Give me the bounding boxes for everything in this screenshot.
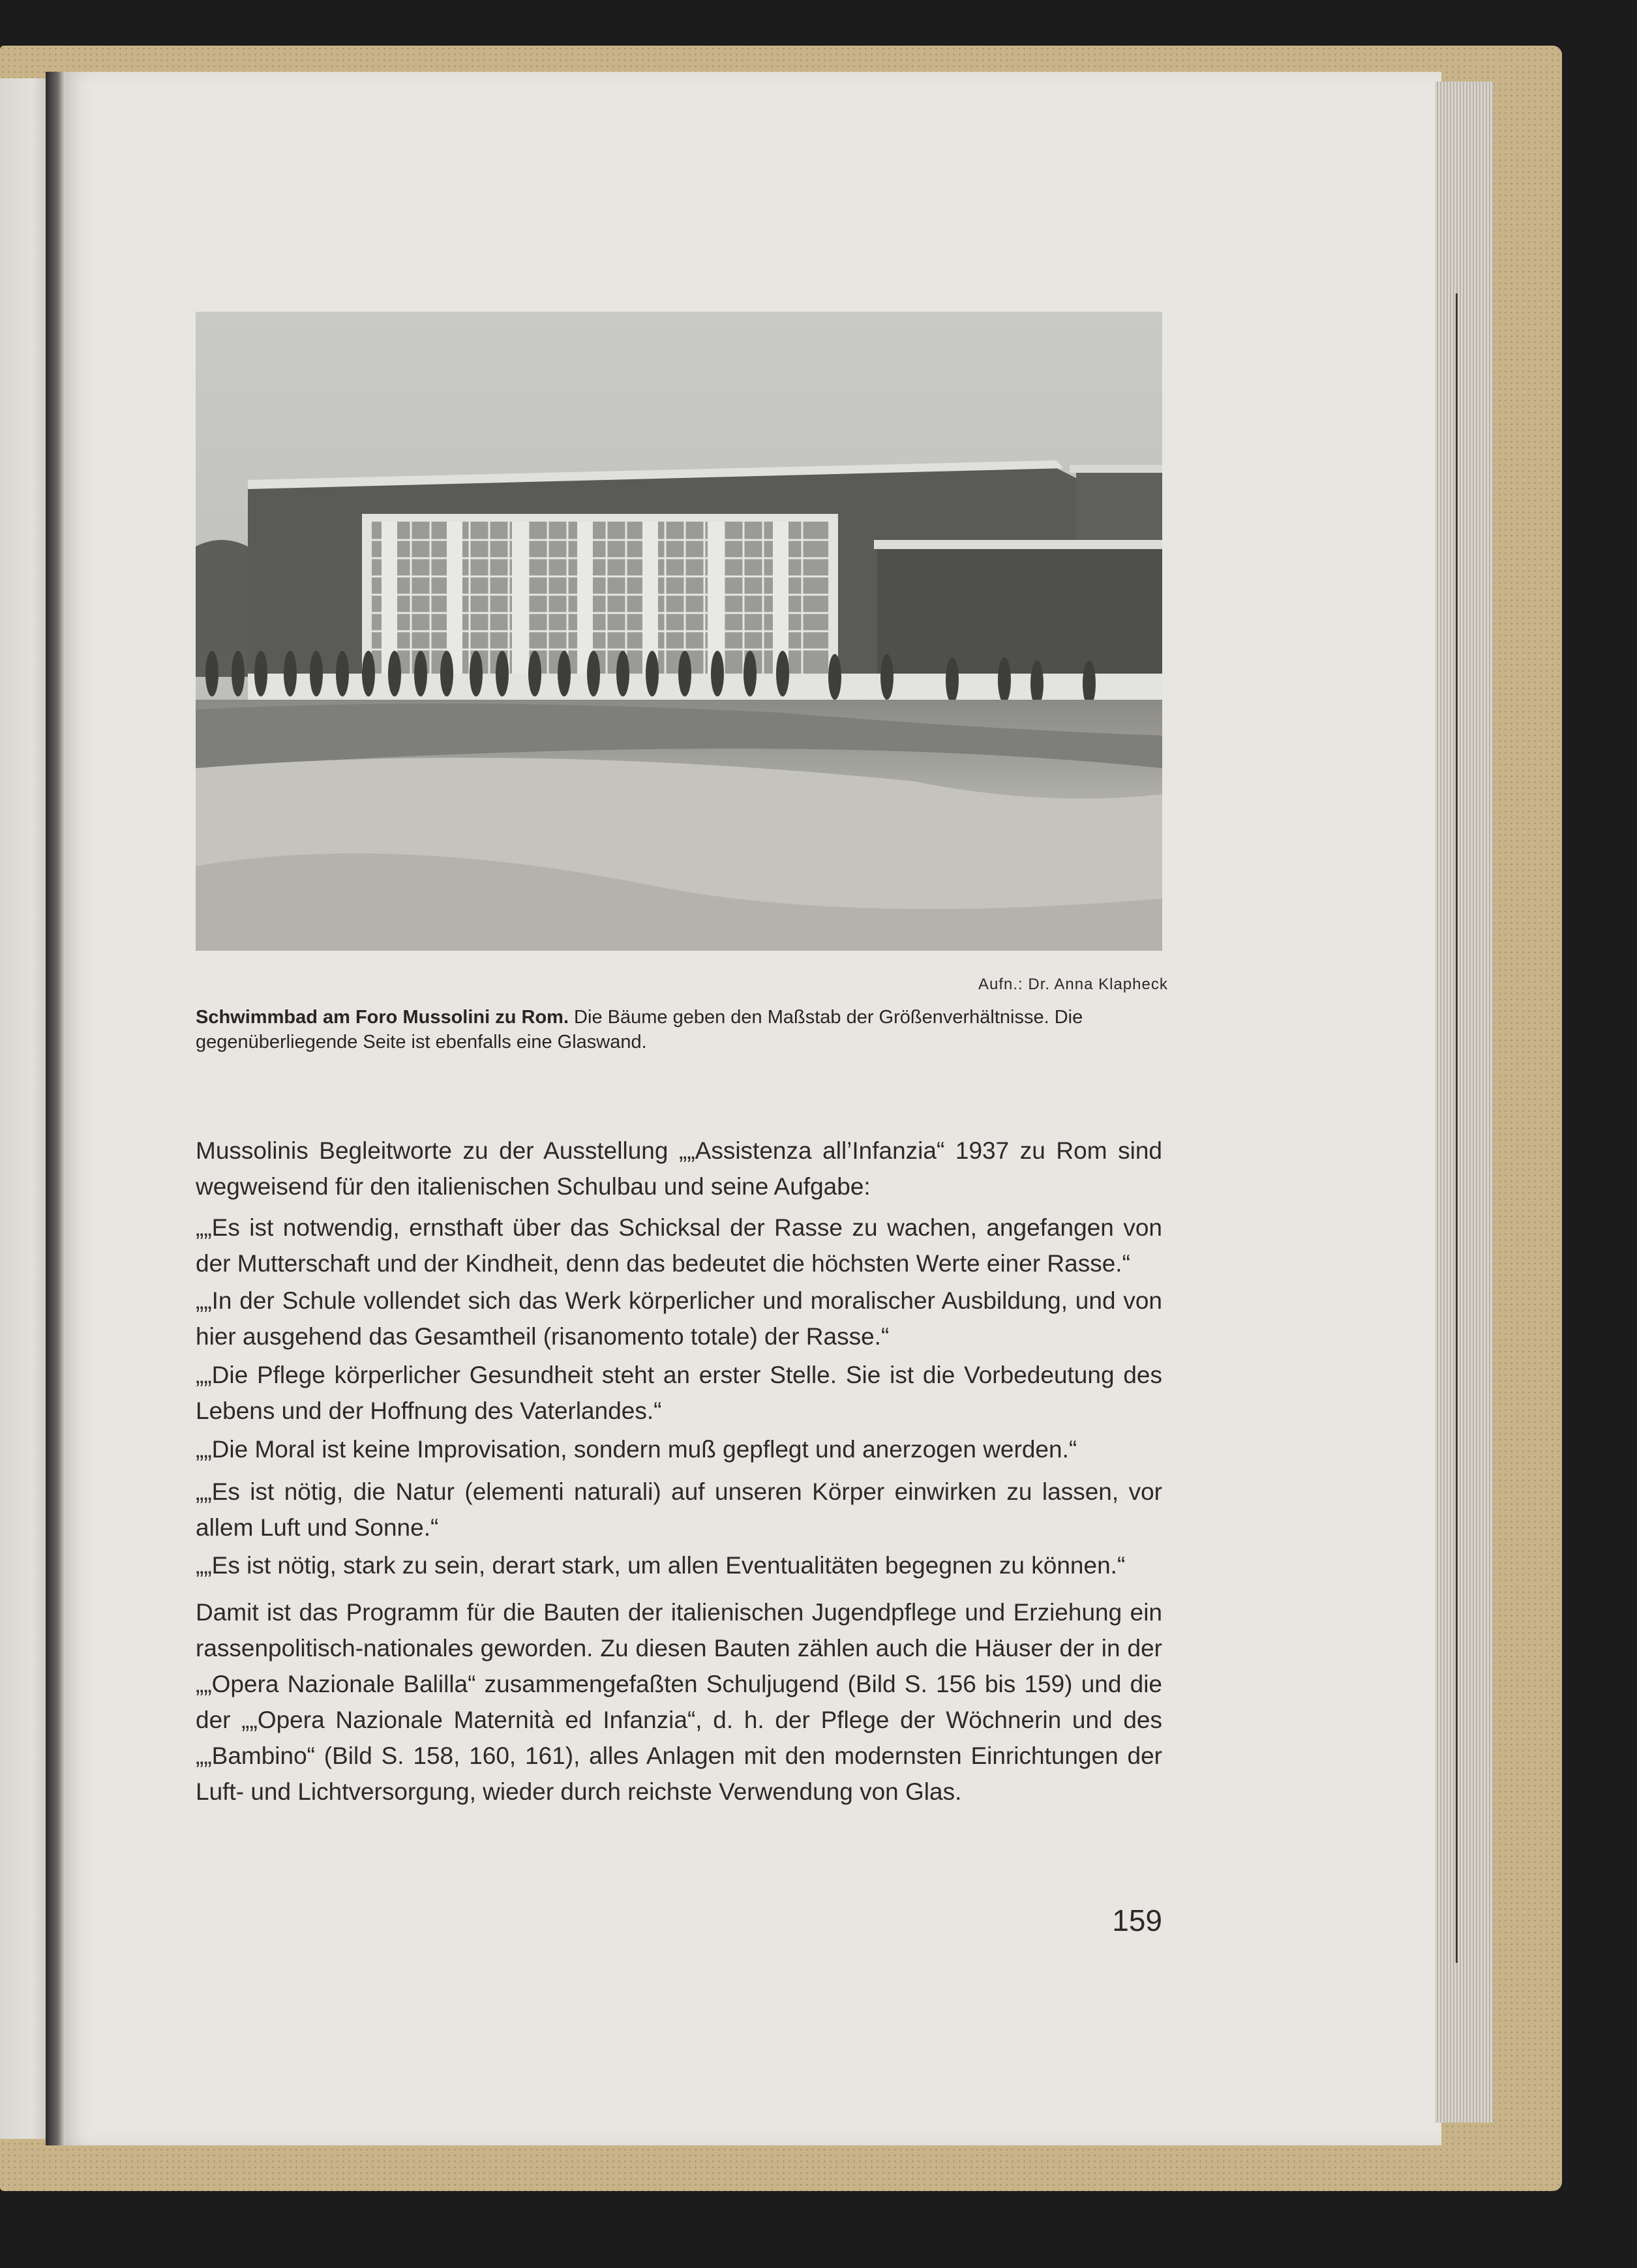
paragraph-closing: Damit ist das Programm für die Bauten der italienischen Jugendpflege und Erziehung ein rassenpolitisch-nationales geworden. Zu diesen Bauten zählen auch die Häuser der in der „„Opera Nazionale Balilla“ zusammengefaßten Schuljugend (Bild S. 156 bis 159) und die der „„Opera Nazionale Maternità ed Infanzia“, d. h. der Pflege der Wöchnerin und des „„Bambino“ (Bild S. 158, 160, 161), alles Anlagen mit den modernsten Einrichtungen der Luft- und Lichtversorgung, wieder durch reichste Verwendung von Glas.: [196, 1599, 1162, 1805]
photo-caption: [196, 1005, 1167, 1054]
page-edges: [1435, 82, 1494, 2123]
facing-page: [0, 78, 46, 2139]
caption-title: Schwimmbad am Foro Mussolini zu Rom.: [196, 1007, 569, 1028]
quote-2: „„In der Schule vollendet sich das Werk körperlicher und moralischer Ausbildung, und von hier ausgehend das Gesamtheil (risanomento totale) der Rasse.“: [196, 1287, 1162, 1350]
page-number: 159: [1112, 1903, 1162, 1937]
quote-4: „„Die Moral ist keine Improvisation, sondern muß gepflegt und anerzogen werden.“: [196, 1436, 1077, 1463]
photo-drawing: [196, 312, 1162, 951]
page-edge-line: [1456, 293, 1458, 1963]
book-gutter: [46, 72, 65, 2145]
quote-3: „„Die Pflege körperlicher Gesundheit steht an erster Stelle. Sie ist die Vorbedeutung des Lebens und der Hoffnung des Vaterlandes.“: [196, 1362, 1162, 1424]
swimming-pool-photo: [196, 312, 1162, 951]
quote-1: „„Es ist notwendig, ernsthaft über das Schicksal der Rasse zu wachen, angefangen von der Mutterschaft und der Kindheit, denn das bedeutet die höchsten Werte einer Rasse.“: [196, 1214, 1162, 1277]
photo-credit: Aufn.: Dr. Anna Klapheck: [978, 976, 1168, 993]
caption-text: Die Bäume geben den Maßstab der Größenverhältnisse. Die gegenüberliegende Seite ist ebenfalls eine Glaswand.: [196, 1007, 1083, 1052]
paragraph-intro: Mussolinis Begleitworte zu der Ausstellung „„Assistenza all’Infanzia“ 1937 zu Rom sind wegweisend für den italienischen Schulbau und seine Aufgabe:: [196, 1137, 1162, 1200]
quote-5: „„Es ist nötig, die Natur (elementi naturali) auf unseren Körper einwirken zu lassen, vor allem Luft und Sonne.“: [196, 1478, 1162, 1541]
quote-6: „„Es ist nötig, stark zu sein, derart stark, um allen Eventualitäten begegnen zu können.“: [196, 1552, 1126, 1579]
